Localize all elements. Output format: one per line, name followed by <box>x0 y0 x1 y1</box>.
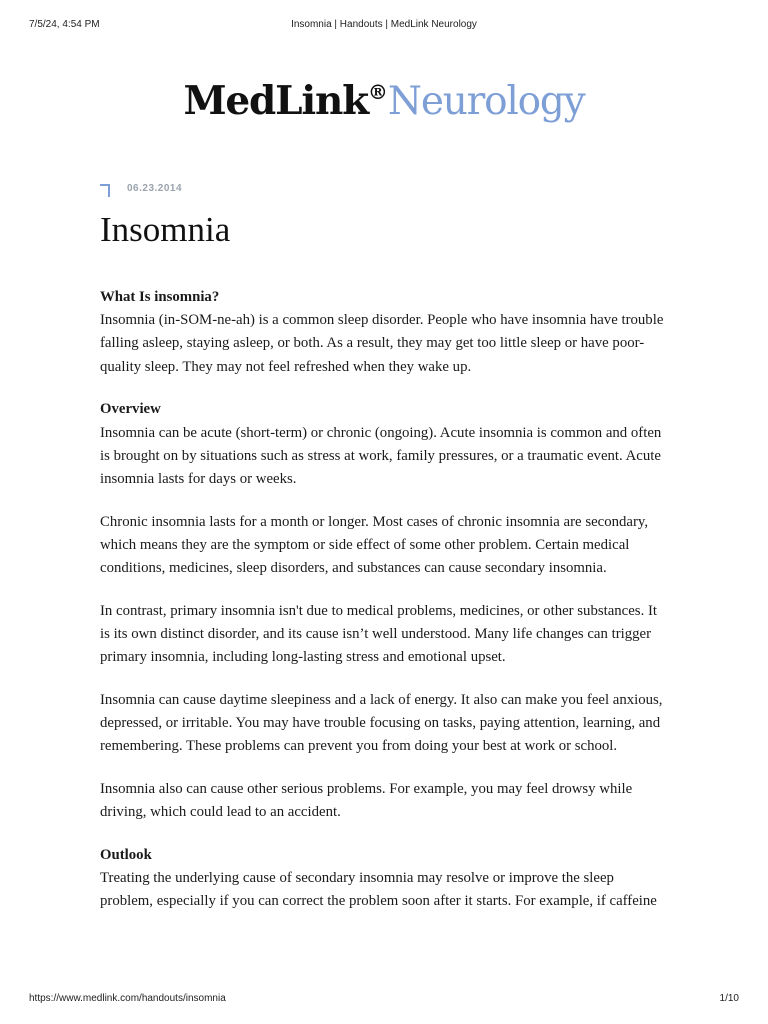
logo-registered-mark: ® <box>367 80 388 104</box>
paragraph: Insomnia also can cause other serious problems. For example, you may feel drowsy while driving, which could lead to an accident. <box>100 780 633 821</box>
paragraph: In contrast, primary insomnia isn't due to medical problems, medicines, or other substances. It is its own distinct disorder, and its cause isn’t well understood. Many life changes can trigger primary insomnia, including long-lasting stress and emotional upset. <box>100 602 658 666</box>
paragraph: Insomnia can cause daytime sleepiness and a lack of energy. It also can make you feel anxious, depressed, or irritable. You may have trouble focusing on tasks, paying attention, learning, and remembering. These problems can prevent you from doing your best at work or school. <box>100 691 663 755</box>
print-url: https://www.medlink.com/handouts/insomnia <box>29 993 226 1004</box>
print-header <box>29 19 739 33</box>
page-counter: 1/10 <box>719 993 739 1004</box>
corner-bracket-icon <box>100 184 110 197</box>
section-heading-overview: Overview <box>100 401 161 418</box>
paragraph: Insomnia (in-SOM-ne-ah) is a common sleep disorder. People who have insomnia have trouble falling asleep, staying asleep, or both. As a result, they may get too little sleep or have poor-quality sleep. They may not feel refreshed when they wake up. <box>100 312 664 375</box>
logo-medlink: MedLink <box>183 78 368 124</box>
logo-neurology: Neurology <box>387 79 585 124</box>
print-footer <box>29 993 739 1007</box>
paragraph: Insomnia can be acute (short-term) or chronic (ongoing). Acute insomnia is common and often is brought on by situations such as stress at work, family pressures, or a traumatic event. Acute insomnia lasts for days or weeks. <box>100 424 662 487</box>
article-date: 06.23.2014 <box>127 183 183 194</box>
section-heading-what-is: What Is insomnia? <box>100 289 220 305</box>
article-body <box>100 286 670 933</box>
print-page-title: Insomnia | Handouts | MedLink Neurology <box>291 19 477 30</box>
paragraph: Treating the underlying cause of secondary insomnia may resolve or improve the sleep problem, especially if you can correct the problem soon after it starts. For example, if caffeine <box>100 870 657 910</box>
medlink-neurology-logo[interactable] <box>0 64 768 130</box>
print-date: 7/5/24, 4:54 PM <box>29 19 100 30</box>
paragraph: Chronic insomnia lasts for a month or longer. Most cases of chronic insomnia are secondary, which means they are the symptom or side effect of some other problem. Certain medical conditions, medicines, sleep disorders, and substances can cause secondary insomnia. <box>100 513 649 577</box>
page-title: Insomnia <box>100 210 231 249</box>
section-heading-outlook: Outlook <box>100 846 152 863</box>
